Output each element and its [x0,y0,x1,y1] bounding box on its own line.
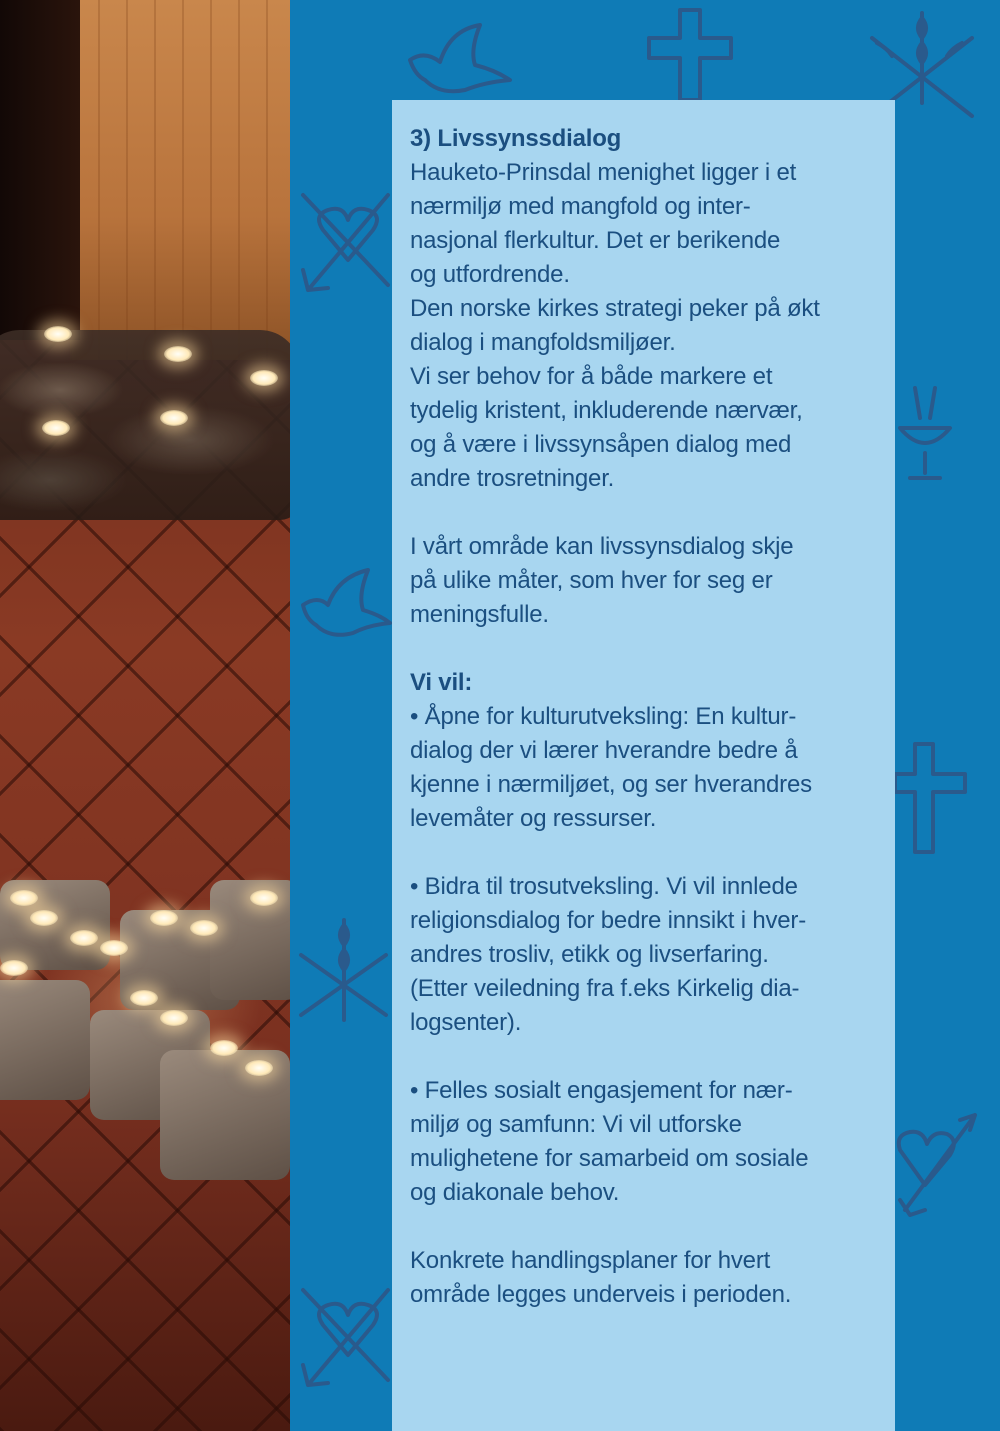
bullet-line: mulighetene for samarbeid om sosiale [410,1145,809,1172]
text-line: tydelig kristent, inkluderende nærvær, [410,397,803,424]
bullet-line: logsenter). [410,1009,522,1036]
wheat-icon [296,915,391,1025]
text-line: dialog i mangfoldsmiljøer. [410,329,676,356]
dove-icon [405,20,515,100]
closing-line: Konkrete handlingsplaner for hvert [410,1247,771,1274]
text-line: nærmiljø med mangfold og inter- [410,193,751,220]
heart-anchor-icon [298,190,393,300]
stone-cross [0,860,290,1190]
bullet-line: og diakonale behov. [410,1179,620,1206]
text-line: Vi ser behov for å både markere et [410,363,773,390]
text-line: på ulike måter, som hver for seg er [410,567,773,594]
bullet-line: religionsdialog for bedre innsikt i hver- [410,907,807,934]
bullet-line: • Felles sosialt engasjement for nær- [410,1077,793,1104]
bullet-line: kjenne i nærmiljøet, og ser hverandres [410,771,812,798]
dove-icon [298,565,393,645]
chalice-icon [895,378,955,488]
bullet-line: • Bidra til trosutveksling. Vi vil innlede [410,873,798,900]
article-heading: 3) Livssynssdialog [410,125,622,152]
cross-icon [645,8,735,100]
heart-anchor-icon [298,1285,393,1395]
text-line: meningsfulle. [410,601,549,628]
candle-cross-photo [0,0,290,1431]
bullet-line: dialog der vi lærer hverandre bedre å [410,737,798,764]
wooden-wall [70,0,290,360]
text-line: nasjonal flerkultur. Det er berikende [410,227,781,254]
text-line: og utfordrende. [410,261,570,288]
dark-pillar [0,0,80,340]
tealight-candle [160,410,188,426]
text-line: andre trosretninger. [410,465,615,492]
tealight-candle [42,420,70,436]
bullet-line: levemåter og ressurser. [410,805,657,832]
text-line: Den norske kirkes strategi peker på økt [410,295,820,322]
tealight-candle [44,326,72,342]
closing-line: område legges underveis i perioden. [410,1281,792,1308]
heart-anchor-icon [895,1110,980,1220]
tealight-candle [250,370,278,386]
bullet-line: andres trosliv, etikk og livserfaring. [410,941,769,968]
bullet-line: • Åpne for kulturutveksling: En kultur- [410,703,797,730]
goals-subheading: Vi vil: [410,669,473,696]
article-body [410,122,880,1312]
text-line: Hauketo-Prinsdal menighet ligger i et [410,159,797,186]
bullet-line: miljø og samfunn: Vi vil utforske [410,1111,742,1138]
text-line: og å være i livssynsåpen dialog med [410,431,792,458]
text-line: I vårt område kan livssynsdialog skje [410,533,794,560]
cross-icon [895,742,967,854]
bullet-line: (Etter veiledning fra f.eks Kirkelig dia- [410,975,800,1002]
tealight-candle [164,346,192,362]
